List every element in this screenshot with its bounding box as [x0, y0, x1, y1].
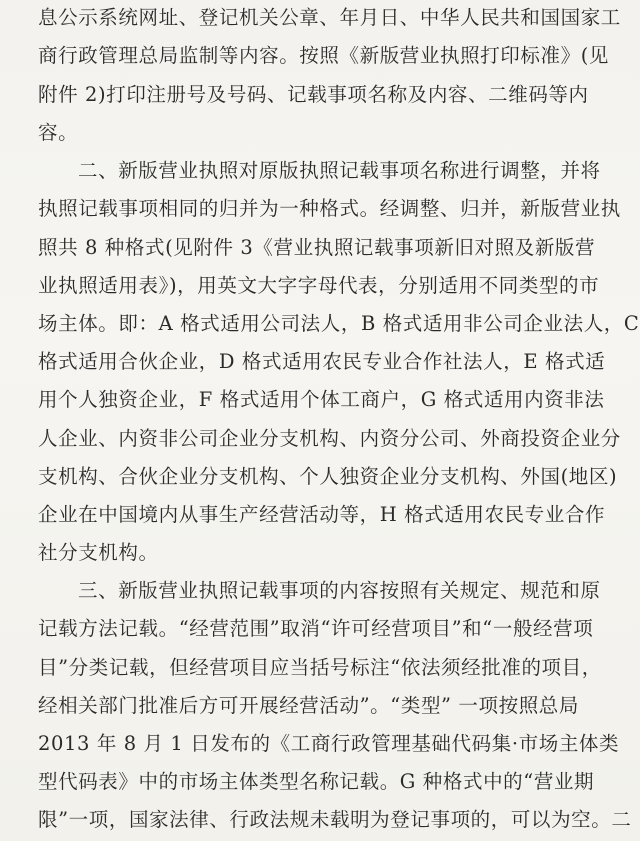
text-line: 经相关部门批准后方可开展经营活动”。“类型” 一项按照总局 — [38, 694, 580, 717]
text-line: 执照记载事项相同的归并为一种格式。经调整、归并，新版营业执 — [38, 197, 621, 220]
text-line: 用个人独资企业，F 格式适用个体工商户，G 格式适用内资非法 — [38, 388, 605, 411]
text-line: 场主体。即：A 格式适用公司法人，B 格式适用非公司企业法人，C — [38, 312, 640, 335]
text-line: 附件 2)打印注册号及号码、记载事项名称及内容、二维码等内 — [38, 83, 589, 106]
text-line: 容。 — [38, 121, 79, 144]
text-line: 人企业、内资非公司企业分支机构、内资分公司、外商投资企业分 — [38, 427, 621, 450]
text-line: 息公示系统网址、登记机关公章、年月日、中华人民共和国国家工 — [38, 6, 621, 29]
text-line: 2013 年 8 月 1 日发布的《工商行政管理基础代码集·市场主体类 — [38, 732, 620, 755]
text-line: 型代码表》中的市场主体类型名称记载。G 种格式中的“营业期 — [38, 770, 595, 793]
text-line: 目”分类记载，但经营项目应当括号标注“依法须经批准的项目， — [38, 656, 602, 679]
text-line: 限”一项，国家法律、行政法规未载明为登记事项的，可以为空。二 — [38, 808, 632, 831]
section-two-first-line: 二、新版营业执照对原版执照记载事项名称进行调整，并将 — [78, 159, 601, 182]
text-line: 商行政管理总局监制等内容。按照《新版营业执照打印标准》(见 — [38, 44, 610, 67]
text-line: 支机构、合伙企业分支机构、个人独资企业分支机构、外国(地区) — [38, 465, 618, 488]
text-line: 业执照适用表》)，用英文大字字母代表，分别适用不同类型的市 — [38, 274, 600, 297]
text-line: 记载方法记载。“经营范围”取消“许可经营项目”和“一般经营项 — [38, 617, 594, 640]
text-line: 企业在中国境内从事生产经营活动等，H 格式适用农民专业合作 — [38, 503, 606, 526]
text-line: 照共 8 种格式(见附件 3《营业执照记载事项新旧对照及新版营 — [38, 236, 596, 259]
text-line: 社分支机构。 — [38, 541, 159, 564]
section-three-first-line: 三、新版营业执照记载事项的内容按照有关规定、规范和原 — [78, 579, 601, 602]
text-line: 格式适用合伙企业，D 格式适用农民专业合作社法人，E 格式适 — [38, 350, 606, 373]
